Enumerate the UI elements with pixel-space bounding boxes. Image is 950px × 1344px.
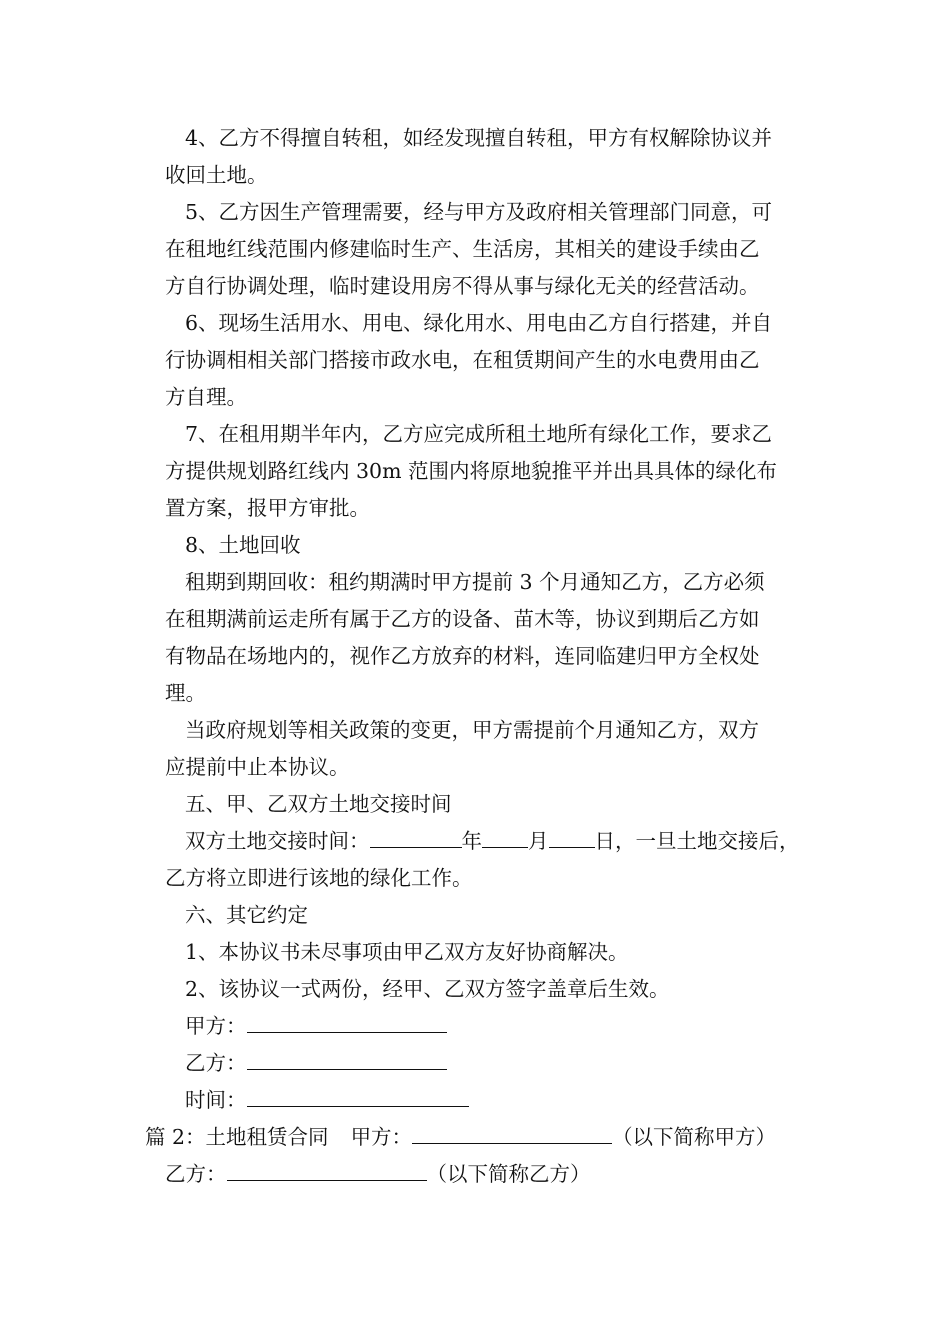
clause-7-line-1: 7、在租用期半年内，乙方应完成所租土地所有绿化工作，要求乙 — [185, 422, 773, 446]
clause-8 — [145, 527, 835, 564]
clause-8-policy-line-1: 当政府规划等相关政策的变更，甲方需提前个月通知乙方，双方 — [185, 718, 759, 742]
signature-block — [145, 1008, 835, 1119]
signature-party-b-blank[interactable] — [247, 1047, 447, 1070]
handover-year-label: 年 — [461, 829, 482, 853]
clause-7-line-3: 置方案，报甲方审批。 — [165, 496, 370, 520]
clause-7-line-2: 方提供规划路红线内 30m 范围内将原地貌推平并出具具体的绿化布 — [165, 459, 778, 483]
section-5 — [145, 786, 835, 823]
section-5-heading: 五、甲、乙双方土地交接时间 — [185, 792, 452, 816]
clause-5-line-1: 5、乙方因生产管理需要，经与甲方及政府相关管理部门同意，可 — [185, 200, 773, 224]
clause-6-line-1: 6、现场生活用水、用电、绿化用水、用电由乙方自行搭建，并自 — [185, 311, 773, 335]
handover-line-2: 乙方将立即进行该地的绿化工作。 — [165, 866, 473, 890]
signature-party-a — [145, 1008, 835, 1045]
part-2-title: 篇 2：土地租赁合同 — [145, 1125, 329, 1149]
handover-year-blank[interactable] — [370, 825, 462, 848]
handover-date-line — [145, 823, 835, 860]
clause-4-line-2: 收回土地。 — [165, 163, 268, 187]
part-2 — [145, 1119, 835, 1193]
document-page — [145, 120, 835, 1193]
clause-8-expiry-line-3: 有物品在场地内的，视作乙方放弃的材料，连同临建归甲方全权处 — [165, 644, 760, 668]
part-2-party-a-blank[interactable] — [412, 1121, 612, 1144]
handover-month-blank[interactable] — [482, 825, 528, 848]
handover-month-label: 月 — [528, 829, 549, 853]
clause-6 — [145, 305, 835, 416]
clause-8-expiry-line-1: 租期到期回收：租约期满时甲方提前 3 个月通知乙方，乙方必须 — [185, 570, 765, 594]
part-2-party-b-label: 乙方： — [165, 1162, 227, 1186]
handover-label: 双方土地交接时间： — [185, 829, 370, 853]
clause-5 — [145, 194, 835, 305]
clause-4 — [145, 120, 835, 194]
handover-day-label: 日，一旦土地交接后， — [594, 829, 800, 853]
section-5-handover — [145, 823, 835, 897]
part-2-party-a-label: 甲方： — [350, 1125, 413, 1149]
clause-7 — [145, 416, 835, 527]
section-6-item-1: 1、本协议书未尽事项由甲乙双方友好协商解决。 — [185, 940, 629, 964]
section-6-heading: 六、其它约定 — [185, 903, 308, 927]
handover-day-blank[interactable] — [549, 825, 595, 848]
clause-5-line-2: 在租地红线范围内修建临时生产、生活房，其相关的建设手续由乙 — [165, 237, 760, 261]
part-2-party-b-line — [145, 1156, 835, 1193]
clause-8-expiry-line-4: 理。 — [165, 681, 206, 705]
signature-party-a-blank[interactable] — [247, 1010, 447, 1033]
signature-party-b-label: 乙方： — [185, 1051, 247, 1075]
clause-5-line-3: 方自行协调处理，临时建设用房不得从事与绿化无关的经营活动。 — [165, 274, 760, 298]
signature-party-a-label: 甲方： — [185, 1014, 247, 1038]
signature-time — [145, 1082, 835, 1119]
clause-8-expiry — [145, 564, 835, 712]
section-6 — [145, 897, 835, 1008]
part-2-party-a-note: （以下简称甲方） — [612, 1125, 777, 1149]
clause-6-line-2: 行协调相相关部门搭接市政水电，在租赁期间产生的水电费用由乙 — [165, 348, 760, 372]
part-2-party-b-blank[interactable] — [227, 1158, 427, 1181]
clause-8-policy — [145, 712, 835, 786]
signature-time-label: 时间： — [185, 1088, 247, 1112]
part-2-title-line — [145, 1119, 835, 1156]
part-2-party-b-note: （以下简称乙方） — [426, 1162, 591, 1186]
clause-4-line-1: 4、乙方不得擅自转租，如经发现擅自转租，甲方有权解除协议并 — [185, 126, 773, 150]
clause-8-policy-line-2: 应提前中止本协议。 — [165, 755, 350, 779]
signature-party-b — [145, 1045, 835, 1082]
section-6-item-2: 2、该协议一式两份，经甲、乙双方签字盖章后生效。 — [185, 977, 670, 1001]
clause-8-heading: 8、土地回收 — [185, 533, 301, 557]
clause-6-line-3: 方自理。 — [165, 385, 247, 409]
clause-8-expiry-line-2: 在租期满前运走所有属于乙方的设备、苗木等，协议到期后乙方如 — [165, 607, 760, 631]
signature-time-blank[interactable] — [247, 1084, 469, 1107]
